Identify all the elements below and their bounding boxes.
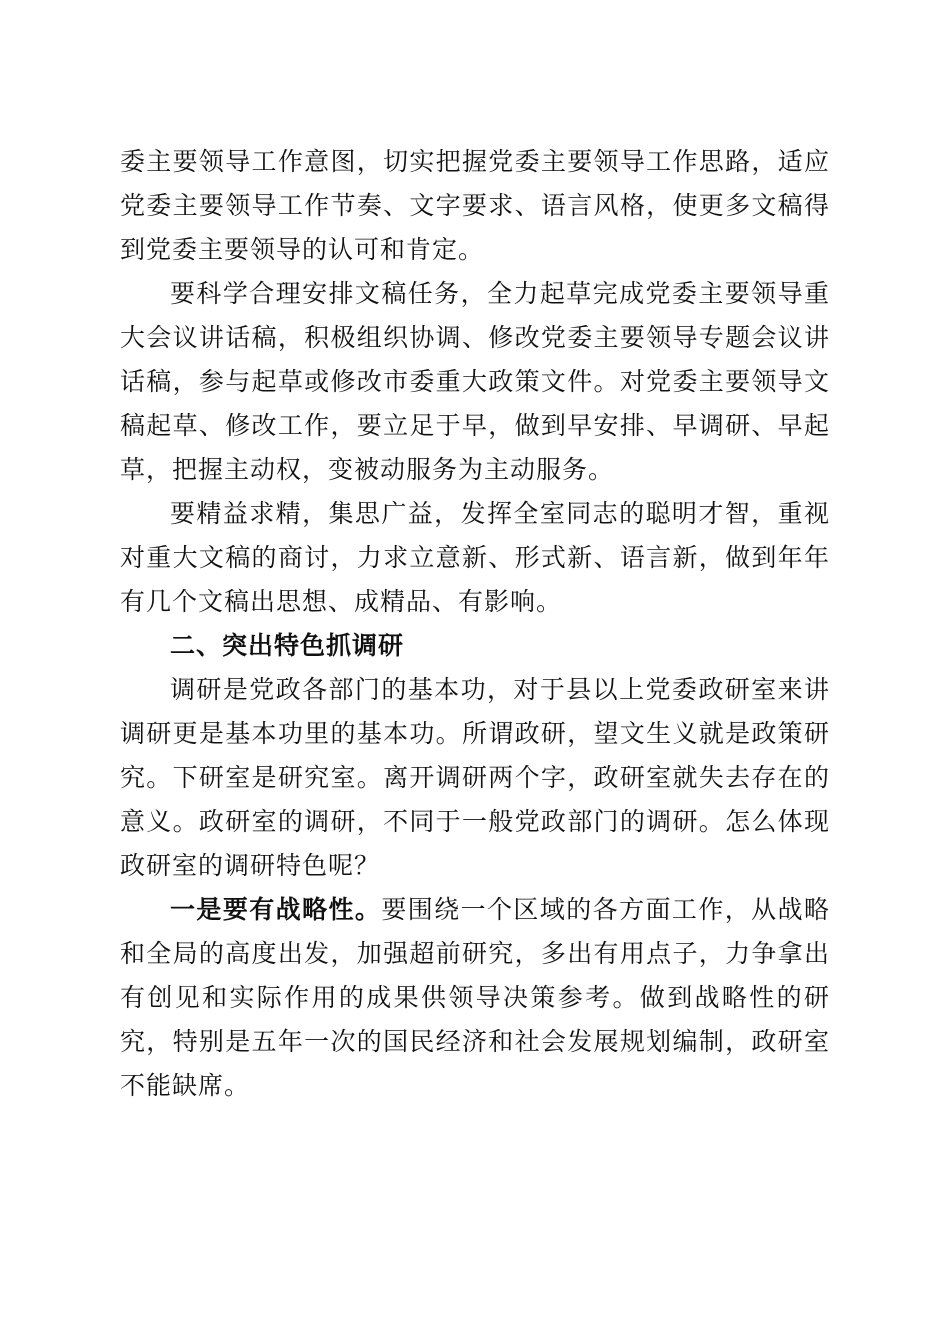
paragraph-text: 要科学合理安排文稿任务，全力起草完成党委主要领导重大会议讲话稿，积极组织协调、修改党委主要领导专题会议讲话稿，参与起草或修改市委重大政策文件。对党委主要领导文稿起草、修改工作，要立足于早，做到早安排、早调研、早起草，把握主动权，变被动服务为主动服务。 [120,279,830,484]
paragraph-continued [120,140,830,272]
paragraph-text: 委主要领导工作意图，切实把握党委主要领导工作思路，适应党委主要领导工作节奏、文字要求、语言风格，使更多文稿得到党委主要领导的认可和肯定。 [120,147,830,264]
paragraph-text: 要精益求精，集思广益，发挥全室同志的聪明才智，重视对重大文稿的商讨，力求立意新、形式新、语言新，做到年年有几个文稿出思想、成精品、有影响。 [120,499,830,616]
paragraph-excellence [120,492,830,624]
document-body [120,140,830,1108]
paragraph-drafting-tasks [120,272,830,492]
paragraph-text: 要围绕一个区域的各方面工作，从战略和全局的高度出发，加强超前研究，多出有用点子，力争拿出有创见和实际作用的成果供领导决策参考。做到战略性的研究，特别是五年一次的国民经济和社会发展规划编制，政研室不能缺席。 [120,895,830,1100]
paragraph-research-intro [120,668,830,888]
paragraph-strategic [120,888,830,1108]
paragraph-text: 调研是党政各部门的基本功，对于县以上党委政研室来讲调研更是基本功里的基本功。所谓政研，望文生义就是政策研究。下研室是研究室。离开调研两个字，政研室就失去存在的意义。政研室的调研，不同于一般党政部门的调研。怎么体现政研室的调研特色呢？ [120,675,830,880]
paragraph-lead: 一是要有战略性。 [170,895,382,924]
section-heading: 二、突出特色抓调研 [170,631,405,660]
